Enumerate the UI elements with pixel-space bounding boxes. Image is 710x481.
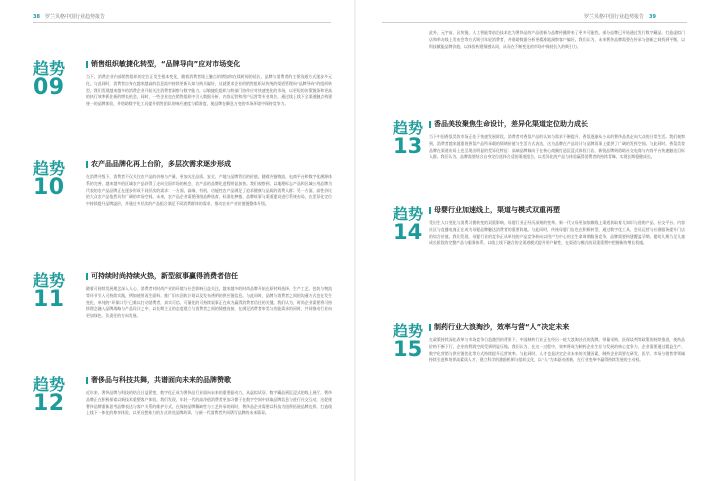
right-page xyxy=(357,0,710,481)
trend-number: 14 xyxy=(393,220,423,244)
trend-13-section xyxy=(429,120,685,161)
trend-word: 趋势 xyxy=(33,59,66,78)
left-header-title: 罗兰贝格中国行业趋势报告 xyxy=(44,14,105,20)
trend-13-marker xyxy=(393,120,433,157)
trend-10-heading: 农产品品牌化再上台阶，多层次需求逐步形成 xyxy=(86,160,332,169)
trend-word: 趋势 xyxy=(33,375,66,394)
trend-10-section xyxy=(86,160,332,208)
right-header-rule xyxy=(382,22,687,23)
trend-09-heading: 销售组织敏捷化转型，“品牌导向”应对市场变化 xyxy=(86,60,332,69)
trend-15-section xyxy=(429,323,685,364)
trend-word: 趋势 xyxy=(393,322,424,340)
trend-number: 15 xyxy=(393,337,423,361)
trend-09-section xyxy=(86,60,332,108)
trend-09-marker xyxy=(33,60,79,99)
left-page-number: 38 xyxy=(33,14,40,20)
trend-number: 12 xyxy=(33,391,65,416)
trend-15-body: 在政策持续深化改革与市场竞争日趋激烈的背景下，中国制药行业正在经历一轮大浪淘沙式的洗牌。带量采购、医保谈判等政策的持续推进，使药品价格不断下行，企业的利润空间受到明显压缩。我们认为，在这一过程中，效率将成为制药企业生存与发展的核心竞争力，企业需要通过精益生产、数字化营销与供应链优化等方式持续提升运营效率。与此同时，人才也是决定企业未来的关键因素，制药企业需要在研发、医学、市场与销售等领域持续引进和培养高素质人才，建立科学的激励机制与组织文化，以“人”为本驱动创新，在行业变革中赢得持续发展的主动权。 xyxy=(429,337,685,363)
trend-13-body: 当下中国香氛美妆市场正处于快速发展阶段，消费者对香氛产品的认知与需求不断提升，香氛逐渐从小众的奢侈品类走向大众的日常生活。我们观察到，消费者越来越重视香氛产品所承载的情绪价值与生活方式表达，这为品牌在产品设计与品牌叙事上提供了广阔的发挥空间。与此同时，香氛美妆品牌在渠道布局上也呈现出明显的差异化特征：高端品牌倾向于在核心商圈打造沉浸式体验门店，新锐品牌则借助社交电商与内容平台快速触达目标人群。我们认为，品牌需要结合自身定位选择合适的渠道组合，以差异化的产品与体验赢得消费者的持续青睐，实现长期稳健成长。 xyxy=(429,134,685,160)
trend-word: 趋势 xyxy=(393,205,424,223)
trend-14-marker xyxy=(393,206,433,243)
left-page-header xyxy=(33,13,105,20)
right-header-title: 罗兰贝格中国行业趋势报告 xyxy=(584,14,645,20)
trend-09-body: 当下，消费企业内部销售组织的定位正发生根本变化，随着消费者线上触点的增加和在线时间的延长，品牌与消费者的主要沟通方式逐步多元化。与此同时，消费者自身在越来越高的信息流中持续更新认知与购买偏好，这就要求企业的销售组织从传统的渠道管理向“品牌导向”的组织转型。我们发现越来越多的消费企业开始关注消费者洞察与数字能力，以敏捷化组织与跨部门协作应对快速变化的市场，以更短的决策链条和更高的执行效率抓住新的增长机会。同时，一些企业也在销售组织中引入数据分析、内容运营和用户运营等专业岗位，通过线上线下全渠道触点构建统一的品牌体验，并借助数字化工具提升销售团队的响应速度与精准度，使品牌在瞬息万变的市场环境中保持竞争力。 xyxy=(86,74,332,107)
trend-word: 趋势 xyxy=(393,119,424,137)
trend-number: 10 xyxy=(33,175,65,200)
trend-word: 趋势 xyxy=(33,159,66,178)
trend-12-body: 近年来，奢侈品牌与科技的结合日益紧密，数字化正成为奢侈品行业面向未来的重要驱动力。从虚拟试穿、数字藏品到沉浸式的线上展厅，奢侈品牌正在积极探索以新技术重塑客户体验。我们发现，年轻一代的高净值消费者更加习惯于在数字空间中获取品牌信息与进行社交互动，这促使奢侈品牌重新思考品牌表达与客户关系的维护方式。在保持品牌稀缺性与工艺传承的同时，奢侈品企业需要以科技为纽带拓展品牌边界，打造线上线下一体化的尊享体验，以更具想象力的方式讲述品牌故事，与新一代消费者共同谱写品牌的未来篇章。 xyxy=(86,390,332,416)
right-intro-block xyxy=(429,30,685,50)
trend-14-body: 受出生人口变化与消费习惯转变的双重影响，母婴行业正经历深刻的变革。新一代父母更加依赖线上渠道获取育儿知识与选购产品，社交平台、内容社区与直播电商正在成为母婴品牌触达消费者的重要阵地。与此同时，传统母婴门店也在积极转型，通过数字化工具、会员运营与社群服务提升门店的综合价值。我们发现，母婴行业的竞争正从单纯的产品竞争转向以用户为中心的全生命周期服务竞争，品牌需要构建覆盖孕期、婴幼儿期乃至儿童成长阶段的完整产品与服务体系，以线上线下融合的全渠道模式提升用户黏性，在渠道与模式的双重重塑中把握新的增长机遇。 xyxy=(429,220,685,246)
left-page xyxy=(0,0,353,481)
trend-12-heading: 奢侈品与科技共舞，共谱面向未来的品牌赞歌 xyxy=(86,376,332,385)
page-gutter xyxy=(354,0,356,481)
right-intro-text: 此外，元宇宙、区块链、人工智能等前沿技术也为奢侈品的产品创新与品牌传播带来了更多可能性。部分品牌已开始通过发行数字藏品、打造虚拟门店和举办线上发布会等方式吸引年轻消费者，并借助数据分析更精准地洞察客户偏好。我们认为，未来奢侈品牌需要在传承与创新之间找到平衡，以科技赋能品牌价值，以体验构建情感认同，从而在不断变化的市场中保持长久的吸引力。 xyxy=(429,30,685,49)
trend-number: 13 xyxy=(393,134,423,158)
trend-14-heading: 母婴行业加速线上，渠道与模式双重再塑 xyxy=(429,206,685,215)
trend-15-heading: 制药行业大浪淘沙，效率与营“人”决定未来 xyxy=(429,323,685,332)
trend-14-section xyxy=(429,206,685,247)
right-page-header xyxy=(584,13,656,20)
trend-11-body: 随着可持续发展理念深入人心，消费者对时尚产业的环境与社会影响日益关注。越来越多的时尚品牌开始在原材料选择、生产工艺、包装与物流等环节引入可持续实践，例如使用再生面料、推广旧衣回收计划以及发布透明的供应链信息。与此同时，品牌与消费者之间的沟通方式也在发生变化，单纯的“环保口号”已难以打动消费者，真实可信、可量化的可持续叙事正在成为赢得消费者信任的关键。我们认为，时尚企业需要将可持续理念融入品牌战略与产品设计之中，以长期主义的态度建立与消费者之间的情感连接，在满足消费者审美与功能需求的同时，共同推动行业向更加绿色、负责任的方向发展。 xyxy=(86,286,332,319)
trend-number: 11 xyxy=(33,287,65,312)
trend-11-heading: 可持续时尚持续火热，新型叙事赢得消费者信任 xyxy=(86,272,332,281)
trend-word: 趋势 xyxy=(33,271,66,290)
trend-12-marker xyxy=(33,376,79,415)
trend-11-marker xyxy=(33,272,79,311)
trend-15-marker xyxy=(393,323,433,360)
trend-10-marker xyxy=(33,160,79,199)
trend-13-heading: 香品美妆聚焦生命设计，差异化渠道定位助力成长 xyxy=(429,120,685,129)
right-page-number: 39 xyxy=(649,14,656,20)
trend-12-section xyxy=(86,376,332,417)
trend-11-section xyxy=(86,272,332,320)
trend-number: 09 xyxy=(33,75,65,100)
left-header-rule xyxy=(33,22,331,23)
trend-10-body: 在消费升级下，消费者不仅关注农产品的价格与产量，更加关注品质、安全、产地与品牌背后的价值。随着冷链物流、电商平台和数字化溯源体系的完善，越来越多的区域农产品获得了走向全国市场的机会，农产品的品牌化进程明显加快。我们观察到，以地理标志产品和区域公用品牌为代表的农产品品牌正在逐步形成不同层次的需求：一方面，高端、有机、功能性农产品满足了追求健康与品质的消费人群；另一方面，高性价比的大众农产品依然具有广阔的市场空间。未来，农产品企业需要围绕品种选育、标准化种植、品牌故事与渠道建设进行系统布局，在差异化定位中持续提升品牌溢价，并通过多层次的产品组合满足不同消费群体的需求，推动农业产业价值链整体升级。 xyxy=(86,174,332,207)
